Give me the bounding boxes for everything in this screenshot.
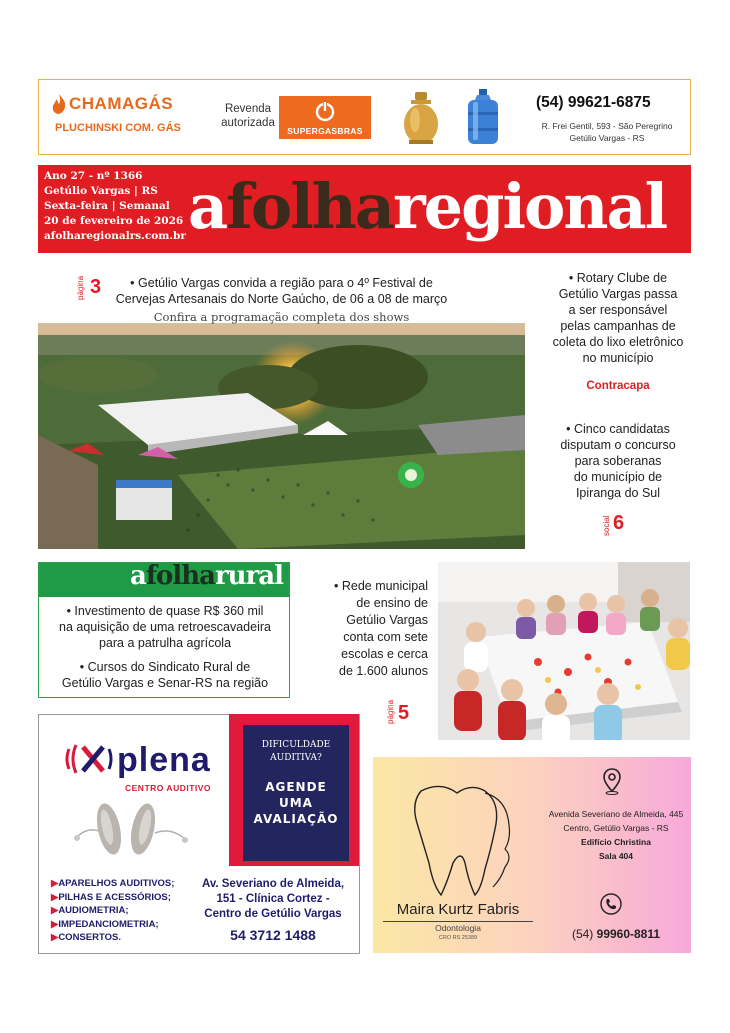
revenda-label: Revenda autorizada [221, 103, 275, 129]
address-line: R. Frei Gentil, 593 - São Peregrino [541, 121, 673, 131]
service-item [51, 891, 174, 905]
plena-services [51, 877, 174, 945]
address-line: Centro de Getúlio Vargas [204, 908, 342, 920]
plena-ad[interactable] [38, 714, 360, 954]
power-icon [315, 100, 335, 122]
address-line: Centro, Getúlio Vargas - RS [563, 823, 669, 833]
school-line: Getúlio Vargas [346, 613, 428, 627]
triangle-bullet-icon: ▶ [51, 918, 59, 930]
story-line: Getúlio Vargas passa [558, 287, 678, 301]
building-line: Edifício Christina [581, 837, 651, 847]
soberanas-story[interactable] [538, 421, 698, 501]
address-line: 151 - Clínica Cortez - [216, 893, 330, 905]
rotary-story[interactable] [538, 270, 698, 366]
edition-city: Getúlio Vargas | RS [44, 185, 158, 197]
title-regional: regional [393, 170, 667, 243]
festival-photo[interactable] [38, 275, 525, 549]
chamagas-address [527, 120, 687, 144]
children-table-image [438, 562, 690, 740]
plena-subtitle: CENTRO AUDITIVO [125, 783, 212, 793]
triangle-bullet-icon: ▶ [51, 932, 59, 943]
rural-line: • Cursos do Sindicato Rural de [79, 660, 251, 674]
school-story[interactable] [320, 578, 428, 680]
chamagas-phone: (54) 99621-6875 [536, 94, 651, 111]
hearing-aid-icon [67, 797, 197, 867]
edition-date: 20 de fevereiro de 2026 [44, 215, 184, 227]
building-line: Sala 404 [598, 851, 634, 861]
plena-address [189, 877, 357, 922]
service-text: PILHAS E ACESSÓRIOS; [58, 891, 171, 903]
question-line: DIFICULDADE [261, 740, 331, 750]
dentist-cro: CRO RS 25389 [438, 935, 478, 941]
plena-logo-icon [63, 737, 115, 781]
hero-page-number[interactable]: 3 [90, 276, 102, 298]
plena-name: plena [117, 741, 211, 779]
service-item [51, 918, 174, 932]
service-item [51, 877, 174, 891]
phone-number: 99960-8811 [596, 927, 661, 941]
rural-item-2 [43, 659, 287, 691]
cta-line: AVALIAÇÃO [253, 812, 339, 826]
chamagas-ad[interactable] [38, 79, 691, 155]
dentist-specialty: Odontologia [435, 923, 481, 933]
school-line: escolas e cerca [341, 647, 428, 661]
location-pin-icon [602, 767, 622, 795]
dentist-name: Maira Kurtz Fabris [396, 901, 520, 918]
edition-frequency: Sexta-feira | Semanal [44, 200, 170, 212]
triangle-bullet-icon: ▶ [51, 891, 59, 903]
rural-header [39, 563, 289, 597]
hero-caption [38, 275, 525, 323]
masthead [38, 165, 691, 253]
hero-headline-1: • Getúlio Vargas convida a região para o 4º Festival de [130, 276, 433, 290]
water-jug-icon [465, 88, 501, 146]
phone-icon [600, 893, 622, 915]
story-line: a ser responsável [568, 303, 668, 317]
school-page-label: página [386, 699, 395, 724]
rural-line: Getúlio Vargas e Senar-RS na região [61, 676, 269, 690]
question-line: AUDITIVA? [270, 753, 322, 763]
address-line: Avenida Severiano de Almeida, 445 [548, 809, 684, 819]
divider [383, 921, 533, 922]
edition-info [44, 169, 186, 244]
dentist-address [541, 807, 691, 835]
story-line: para soberanas [574, 454, 662, 468]
supergasbras-logo [279, 96, 371, 139]
school-line: • Rede municipal [333, 579, 428, 593]
story-line: • Rotary Clube de [568, 271, 668, 285]
plena-cta-card[interactable] [243, 725, 349, 861]
service-text: APARELHOS AUDITIVOS; [58, 878, 175, 889]
story-line: coleta do lixo eletrônico [552, 335, 684, 349]
rural-title-folha: folha [145, 561, 215, 591]
supergasbras-text: SUPERGASBRAS [287, 126, 363, 136]
plena-cta [243, 779, 349, 827]
school-line: de ensino de [356, 596, 428, 610]
newspaper-title [188, 167, 666, 247]
cta-line: UMA [279, 796, 313, 810]
rural-title-rural: rural [214, 561, 283, 591]
social-page-number[interactable]: 6 [613, 512, 625, 534]
dentist-phone[interactable] [541, 927, 691, 941]
address-line: Av. Severiano de Almeida, [201, 878, 345, 890]
rural-line: para a patrulha agrícola [98, 636, 232, 650]
website-link[interactable]: afolharegionalrs.com.br [44, 230, 186, 242]
rural-title-a: a [129, 561, 146, 591]
service-text: IMPEDANCIOMETRIA; [58, 918, 159, 930]
school-page-number[interactable]: 5 [398, 702, 410, 724]
story-line: pelas campanhas de [560, 319, 676, 333]
story-line: • Cinco candidatas [566, 422, 670, 436]
address-line: Getúlio Vargas - RS [569, 133, 645, 143]
plena-question [243, 739, 349, 765]
dentist-building [541, 835, 691, 863]
triangle-bullet-icon: ▶ [51, 878, 59, 889]
rural-section[interactable] [38, 562, 290, 698]
hero-subline: Confira a programação completa dos shows [153, 310, 410, 324]
chamagas-brand: CHAMAGÁS [69, 94, 174, 113]
rural-line: na aquisição de uma retroescavadeira [59, 620, 271, 634]
triangle-bullet-icon: ▶ [51, 905, 59, 916]
hero-page-label: página [76, 275, 85, 300]
rural-item-1 [43, 603, 287, 651]
flame-icon [51, 93, 67, 115]
tooth-face-icon [401, 779, 521, 903]
plena-phone[interactable]: 54 3712 1488 [230, 927, 316, 943]
rural-line: • Investimento de quase R$ 360 mil [66, 604, 264, 618]
story-line: do município de [573, 470, 663, 484]
school-line: conta com sete [343, 630, 428, 644]
dentist-ad[interactable] [373, 757, 691, 953]
phone-prefix: (54) [571, 927, 594, 941]
chamagas-subtitle: PLUCHINSKI COM. GÁS [55, 122, 181, 134]
rural-title [130, 561, 283, 591]
service-text: CONSERTOS. [58, 932, 121, 943]
story-line: no município [582, 351, 654, 365]
edition-number: Ano 27 - nº 1366 [44, 170, 143, 182]
service-text: AUDIOMETRIA; [58, 905, 129, 916]
social-label: social [602, 515, 611, 536]
title-folha: folha [226, 170, 394, 243]
contracapa-link[interactable]: Contracapa [586, 380, 650, 392]
story-line: Ipiranga do Sul [575, 486, 661, 500]
hero-headline-2: Cervejas Artesanais do Norte Gaúcho, de 06 a 08 de março [115, 292, 448, 306]
gas-cylinder-icon [401, 90, 441, 146]
story-line: disputam o concurso [560, 438, 676, 452]
title-a: a [188, 170, 227, 243]
school-line: de 1.600 alunos [339, 664, 428, 678]
cta-line: AGENDE [265, 780, 327, 794]
service-item [51, 904, 174, 918]
school-photo[interactable] [438, 562, 690, 740]
service-item [51, 931, 174, 945]
